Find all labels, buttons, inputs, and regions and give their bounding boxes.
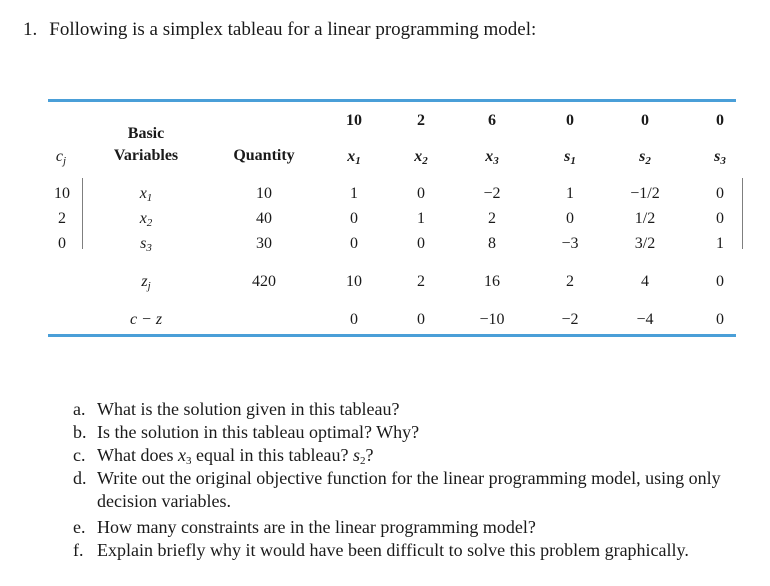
cjzj-s1: −2 — [561, 311, 579, 328]
zj-s1: 2 — [566, 273, 574, 290]
header-x3: $x_3$ — [485, 148, 499, 167]
header-x2: $x_2$ — [414, 148, 428, 167]
row1-x3: −2 — [483, 185, 501, 202]
part-e: e. How many constraints are in the linear programming model? — [73, 517, 536, 537]
obj-coef-x1: 10 — [346, 112, 362, 129]
question-text: Following is a simplex tableau for a linear programming model: — [49, 19, 537, 40]
cj-minus-zj-label: c − z — [129, 311, 163, 328]
header-quantity: Quantity — [233, 147, 295, 164]
obj-coef-s2: 0 — [641, 112, 649, 129]
cjzj-x2: 0 — [417, 311, 425, 328]
row1-quantity: 10 — [256, 185, 272, 202]
zj-x1: 10 — [346, 273, 362, 290]
header-s3: $s_3$ — [714, 148, 726, 167]
row3-x2: 0 — [417, 235, 425, 252]
zj-quantity: 420 — [252, 273, 276, 290]
row2-s3: 0 — [716, 210, 724, 227]
table-bottom-rule — [48, 334, 736, 337]
row1-basic: $x_1$ — [139, 185, 153, 204]
part-d-continued: decision variables. — [97, 491, 231, 511]
part-c: c. What does $x_3$ equal in this tableau? $s_2$? — [73, 445, 374, 467]
row3-s2: 3/2 — [634, 235, 656, 252]
row2-basic: $x_2$ — [139, 210, 153, 229]
row2-x3: 2 — [488, 210, 496, 227]
row1-s2: −1/2 — [630, 185, 660, 202]
row3-basic: $s_3$ — [140, 235, 152, 254]
question-number: 1. — [23, 19, 38, 40]
row3-quantity: 30 — [256, 235, 272, 252]
part-f: f. Explain briefly why it would have been difficult to solve this problem graphically. — [73, 540, 689, 560]
table-top-rule — [48, 99, 736, 102]
row1-s3: 0 — [716, 185, 724, 202]
cjzj-s3: 0 — [716, 311, 724, 328]
row1-cj: 10 — [54, 185, 70, 202]
part-a: a. What is the solution given in this tableau? — [73, 399, 400, 419]
row3-cj: 0 — [58, 235, 66, 252]
row2-s1: 0 — [566, 210, 574, 227]
row3-x1: 0 — [350, 235, 358, 252]
zj-x2: 2 — [417, 273, 425, 290]
header-basic: Basic — [127, 125, 165, 142]
cjzj-x1: 0 — [350, 311, 358, 328]
cjzj-x3: −10 — [479, 311, 505, 328]
cj-column-divider — [82, 178, 83, 249]
row1-x1: 1 — [350, 185, 358, 202]
part-b: b. Is the solution in this tableau optimal? Why? — [73, 422, 420, 442]
header-variables: Variables — [113, 147, 179, 164]
obj-coef-x2: 2 — [417, 112, 425, 129]
row2-s2: 1/2 — [634, 210, 656, 227]
zj-s3: 0 — [716, 273, 724, 290]
cjzj-s2: −4 — [636, 311, 654, 328]
row3-x3: 8 — [488, 235, 496, 252]
header-cj: $c_j$ — [55, 148, 67, 167]
row1-x2: 0 — [417, 185, 425, 202]
row3-s1: −3 — [561, 235, 579, 252]
obj-coef-x3: 6 — [488, 112, 496, 129]
header-s2: $s_2$ — [639, 148, 651, 167]
question-title — [23, 19, 536, 41]
obj-coef-s3: 0 — [716, 112, 724, 129]
obj-coef-s1: 0 — [566, 112, 574, 129]
right-column-divider — [742, 178, 743, 249]
zj-x3: 16 — [484, 273, 500, 290]
zj-s2: 4 — [641, 273, 649, 290]
row2-cj: 2 — [58, 210, 66, 227]
row1-s1: 1 — [566, 185, 574, 202]
row2-quantity: 40 — [256, 210, 272, 227]
row2-x1: 0 — [350, 210, 358, 227]
row2-x2: 1 — [417, 210, 425, 227]
row3-s3: 1 — [716, 235, 724, 252]
part-d: d. Write out the original objective function for the linear programming model, using only — [73, 468, 721, 488]
header-x1: $x_1$ — [347, 148, 361, 167]
zj-label: $z_j$ — [141, 273, 151, 292]
header-s1: $s_1$ — [564, 148, 576, 167]
